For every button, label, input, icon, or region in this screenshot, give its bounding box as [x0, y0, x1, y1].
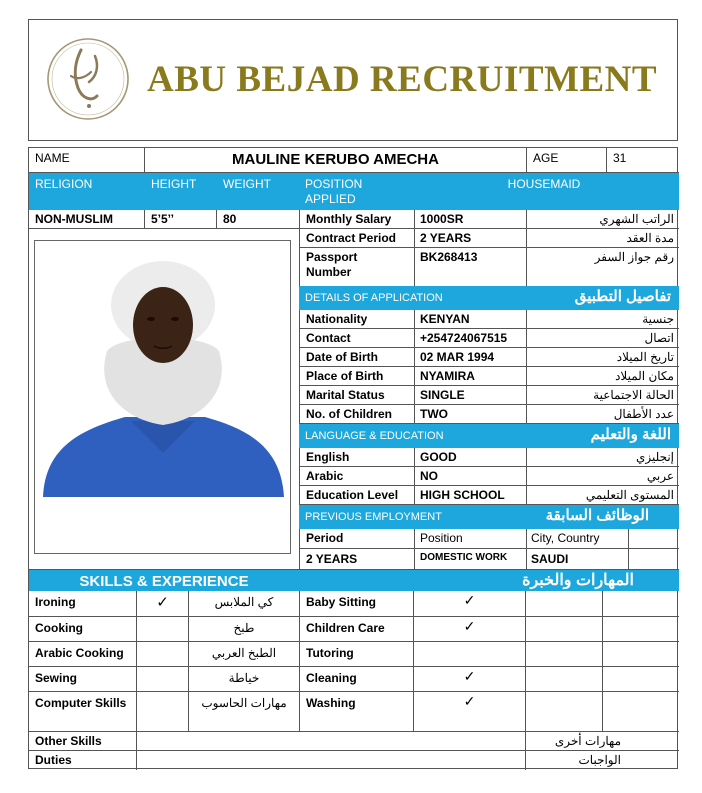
- details-table: [299, 310, 679, 424]
- salary-label: Monthly Salary: [306, 212, 392, 226]
- age-value: 31: [606, 148, 679, 172]
- skill-check-icon: ✓: [136, 591, 188, 616]
- details-row-label-ar: جنسية: [526, 310, 679, 328]
- skill-blank-cell: [602, 591, 679, 616]
- skill-label-ar: مهارات الحاسوب: [188, 692, 299, 731]
- contract-period-row: [300, 229, 679, 248]
- details-row-label: Place of Birth: [306, 369, 384, 383]
- skills-row: [29, 641, 679, 666]
- language-row-label-ar: إنجليزي: [526, 448, 679, 466]
- skill-blank-cell: [525, 692, 602, 731]
- other-skills-label: Other Skills: [35, 734, 102, 748]
- employment-period: 2 YEARS: [306, 552, 358, 566]
- employment-city: SAUDI: [526, 549, 628, 569]
- other-skills-value: [136, 732, 525, 750]
- passport-row: [300, 248, 679, 286]
- language-row-label-ar: عربي: [526, 467, 679, 485]
- candidate-name: MAULINE KERUBO AMECHA: [144, 148, 526, 172]
- details-row-label: Marital Status: [306, 388, 385, 402]
- details-row-label-ar: اتصال: [526, 329, 679, 347]
- duties-label-ar: الواجبات: [525, 751, 679, 770]
- other-skills-row: [29, 731, 679, 750]
- skill-label: Cooking: [35, 621, 83, 635]
- details-row: [300, 386, 679, 405]
- skill-label: Children Care: [299, 617, 413, 641]
- language-row-label: Education Level: [306, 488, 399, 502]
- skill-check-icon: ✓: [413, 667, 525, 691]
- skill-check-icon: [136, 642, 188, 666]
- employment-col-position: Position: [414, 529, 526, 548]
- skill-label-ar: كي الملابس: [188, 591, 299, 616]
- passport-label: Passport Number: [306, 250, 358, 279]
- details-row-label-ar: الحالة الاجتماعية: [526, 386, 679, 404]
- employment-columns: [300, 529, 679, 549]
- company-name: ABU BEJAD RECRUITMENT: [147, 59, 658, 100]
- language-header-label: LANGUAGE & EDUCATION: [305, 430, 444, 442]
- skill-blank-cell: [602, 667, 679, 691]
- company-logo-icon: [45, 36, 131, 122]
- skill-blank-cell: [602, 692, 679, 731]
- skill-label: Tutoring: [299, 642, 413, 666]
- salary-value: 1000SR: [414, 210, 526, 228]
- skills-row: [29, 666, 679, 691]
- duties-label: Duties: [35, 753, 72, 767]
- details-row: [300, 329, 679, 348]
- info-header-row: [29, 173, 679, 210]
- skill-label-ar: الطبخ العربي: [188, 642, 299, 666]
- skill-blank-cell: [602, 642, 679, 666]
- details-row-value: KENYAN: [414, 310, 526, 328]
- language-row: [300, 467, 679, 486]
- skills-row: [29, 591, 679, 616]
- skill-blank-cell: [525, 667, 602, 691]
- language-row: [300, 448, 679, 467]
- skill-blank-cell: [602, 617, 679, 641]
- skill-label: Baby Sitting: [299, 591, 413, 616]
- employment-table: [299, 529, 679, 569]
- contract-period-label-ar: مدة العقد: [526, 229, 679, 247]
- skills-table: [29, 591, 679, 731]
- age-label: AGE: [526, 148, 606, 172]
- info-values-row: [29, 210, 299, 229]
- height-value: 5’5’’: [144, 210, 216, 228]
- details-row-value: NYAMIRA: [414, 367, 526, 385]
- skills-row: [29, 616, 679, 641]
- position-label: POSITION APPLIED: [305, 177, 363, 206]
- details-row-value: SINGLE: [414, 386, 526, 404]
- contract-period-value: 2 YEARS: [414, 229, 526, 247]
- skills-row: [29, 691, 679, 731]
- skill-label: Ironing: [35, 595, 76, 609]
- details-row-label: Contact: [306, 331, 351, 345]
- details-row: [300, 348, 679, 367]
- details-header: [299, 286, 679, 310]
- details-row-label-ar: تاريخ الميلاد: [526, 348, 679, 366]
- skill-label-ar: خياطة: [188, 667, 299, 691]
- skill-check-icon: ✓: [413, 591, 525, 616]
- passport-label-ar: رقم جواز السفر: [526, 248, 679, 286]
- employment-row: [300, 549, 679, 569]
- details-header-label: DETAILS OF APPLICATION: [305, 292, 443, 304]
- details-row-value: TWO: [414, 405, 526, 423]
- details-row-label: Date of Birth: [306, 350, 378, 364]
- details-row-label: Nationality: [306, 312, 368, 326]
- language-row-value: HIGH SCHOOL: [414, 486, 526, 504]
- skill-check-icon: [136, 692, 188, 731]
- contract-block: [299, 210, 679, 286]
- details-row-label: No. of Children: [306, 407, 392, 421]
- skills-header-label: SKILLS & EXPERIENCE: [79, 573, 249, 590]
- salary-label-ar: الراتب الشهري: [526, 210, 679, 228]
- language-row: [300, 486, 679, 505]
- language-table: [299, 448, 679, 505]
- skills-header-label-ar: المهارات والخبرة: [522, 572, 634, 589]
- candidate-photo: [34, 240, 291, 554]
- salary-row: [300, 210, 679, 229]
- skill-blank-cell: [525, 617, 602, 641]
- details-row-value: +254724067515: [414, 329, 526, 347]
- position-value: HOUSEMAID: [507, 177, 581, 191]
- skill-check-icon: [136, 617, 188, 641]
- skill-check-icon: ✓: [413, 692, 525, 731]
- employment-header: [299, 505, 679, 529]
- employment-header-label: PREVIOUS EMPLOYMENT: [305, 511, 442, 523]
- duties-row: [29, 750, 679, 770]
- details-row: [300, 405, 679, 424]
- skill-check-icon: [413, 642, 525, 666]
- language-row-value: GOOD: [414, 448, 526, 466]
- language-header: [299, 424, 679, 448]
- skill-label-ar: طبخ: [188, 617, 299, 641]
- language-row-label: Arabic: [306, 469, 344, 483]
- language-row-label: English: [306, 450, 350, 464]
- language-row-value: NO: [414, 467, 526, 485]
- details-row-label-ar: مكان الميلاد: [526, 367, 679, 385]
- employment-col-city: City, Country: [526, 529, 628, 548]
- employment-col-period: Period: [306, 531, 344, 545]
- details-row: [300, 367, 679, 386]
- employment-blank: [628, 549, 679, 569]
- skill-label: Washing: [299, 692, 413, 731]
- employment-position: DOMESTIC WORK: [414, 549, 526, 569]
- height-label: HEIGHT: [151, 177, 197, 191]
- religion-label: RELIGION: [35, 177, 93, 191]
- employment-col-blank: [628, 529, 679, 548]
- name-row: [29, 148, 679, 173]
- religion-value: NON-MUSLIM: [35, 212, 113, 226]
- skill-check-icon: ✓: [413, 617, 525, 641]
- skill-blank-cell: [525, 642, 602, 666]
- weight-value: 80: [216, 210, 299, 228]
- skill-blank-cell: [525, 591, 602, 616]
- skills-header: [29, 569, 679, 591]
- weight-label: WEIGHT: [223, 177, 271, 191]
- language-header-label-ar: اللغة والتعليم: [590, 426, 671, 443]
- letterhead: [28, 19, 678, 141]
- employment-header-label-ar: الوظائف السابقة: [545, 507, 649, 524]
- cv-form: [28, 147, 678, 769]
- contract-period-label: Contract Period: [306, 231, 397, 245]
- details-row-label-ar: عدد الأطفال: [526, 405, 679, 423]
- duties-value: [136, 751, 525, 770]
- name-label: NAME: [35, 151, 70, 165]
- skill-label: Computer Skills: [35, 696, 127, 710]
- skill-check-icon: [136, 667, 188, 691]
- details-row-value: 02 MAR 1994: [414, 348, 526, 366]
- details-header-label-ar: تفاصيل التطبيق: [574, 288, 671, 305]
- skill-label: Arabic Cooking: [35, 646, 124, 660]
- other-skills-label-ar: مهارات أخرى: [525, 732, 679, 750]
- passport-value: BK268413: [414, 248, 526, 286]
- details-row: [300, 310, 679, 329]
- skill-label: Cleaning: [299, 667, 413, 691]
- language-row-label-ar: المستوى التعليمي: [526, 486, 679, 504]
- skill-label: Sewing: [35, 671, 78, 685]
